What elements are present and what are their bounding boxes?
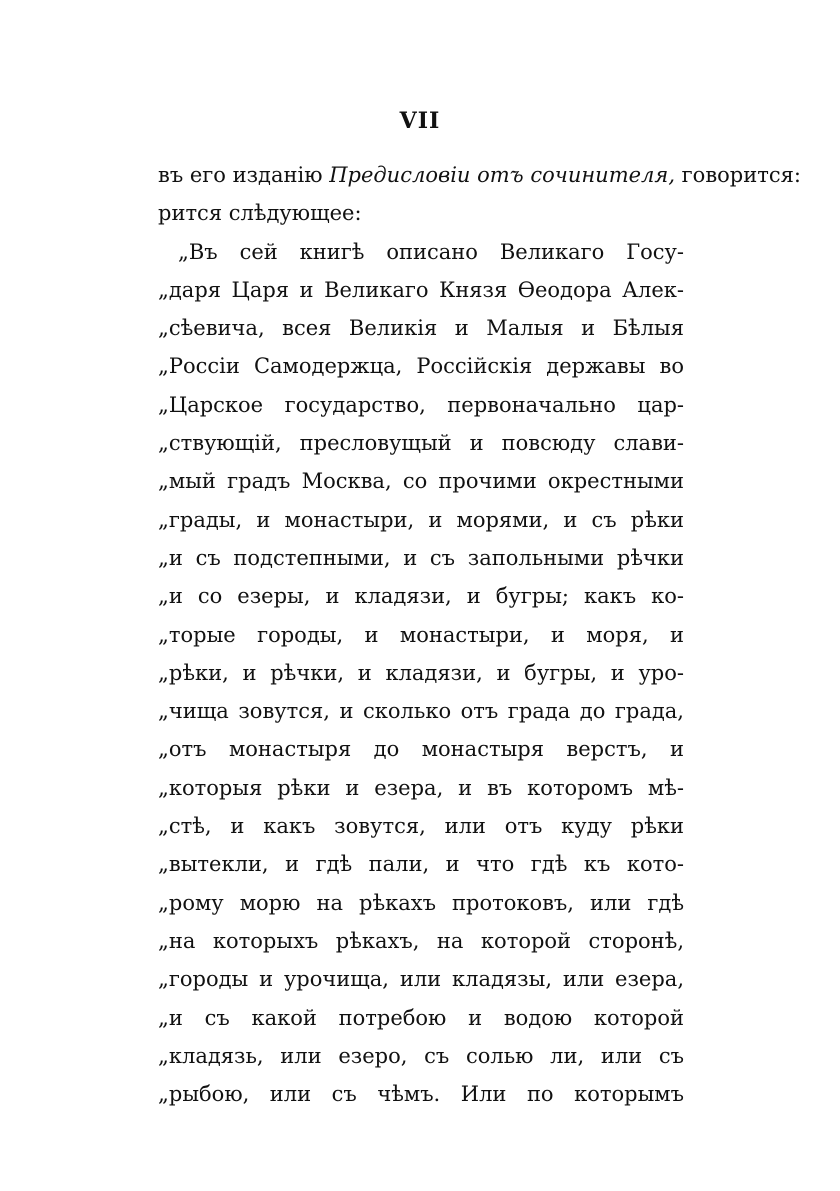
text-line-12: „и со езеры, и кладязи, и бугры; какъ ко- xyxy=(158,584,684,609)
text-line-20: „рому морю на рѣкахъ протоковъ, или гдѣ xyxy=(158,890,684,915)
body-text xyxy=(158,156,801,1113)
text-line-19: „вытекли, и гдѣ пали, и что гдѣ къ кото- xyxy=(158,852,684,877)
text-line-4: „даря Царя и Великаго Князя Ѳеодора Алек- xyxy=(158,277,684,302)
text-line-2: рится слѣдующее: xyxy=(158,201,362,226)
text-line-7: „Царское государство, первоначально цар- xyxy=(158,392,684,417)
text-line-16: „отъ монастыря до монастыря верстъ, и xyxy=(158,737,684,762)
text-line-10: „грады, и монастыри, и морями, и съ рѣки xyxy=(158,507,684,532)
text-line-23: „и съ какой потребою и водою которой xyxy=(158,1005,684,1030)
text-line-1-start: въ его изданію xyxy=(158,163,330,187)
text-line-13: „торые городы, и монастыри, и моря, и xyxy=(158,622,684,647)
text-line-9: „мый градъ Москва, со прочими окрестными xyxy=(158,469,684,494)
text-line-6: „Россіи Самодержца, Россійскія державы во xyxy=(158,354,684,379)
text-line-22: „городы и урочища, или кладязы, или езера, xyxy=(158,967,684,992)
text-line-25: „рыбою, или съ чѣмъ. Или по которымъ xyxy=(158,1082,684,1107)
text-line-1 xyxy=(158,156,801,194)
text-line-5: „сѣевича, всея Великія и Малыя и Бѣлыя xyxy=(158,316,684,341)
text-line-24: „кладязь, или езеро, съ солью ли, или съ xyxy=(158,1043,684,1068)
text-line-8: „ствующій, пресловущый и повсюду слави- xyxy=(158,431,684,456)
text-line-1-end: говорится: xyxy=(675,163,801,187)
text-line-17: „которыя рѣки и езера, и въ которомъ мѣ- xyxy=(158,775,684,800)
text-line-21: „на которыхъ рѣкахъ, на которой сторонѣ, xyxy=(158,928,684,953)
text-line-18: „стѣ, и какъ зовутся, или отъ куду рѣки xyxy=(158,814,684,839)
text-line-3: „Въ сей книгѣ описано Великаго Госу- xyxy=(178,239,684,264)
text-line-15: „чища зовутся, и сколько отъ града до града, xyxy=(158,699,684,724)
preface-title: Предисловіи отъ сочинителя, xyxy=(329,163,675,187)
text-line-11: „и съ подстепными, и съ запольными рѣчки xyxy=(158,545,684,570)
text-line-14: „рѣки, и рѣчки, и кладязи, и бугры, и уро- xyxy=(158,660,684,685)
page-number: VII xyxy=(399,108,441,134)
